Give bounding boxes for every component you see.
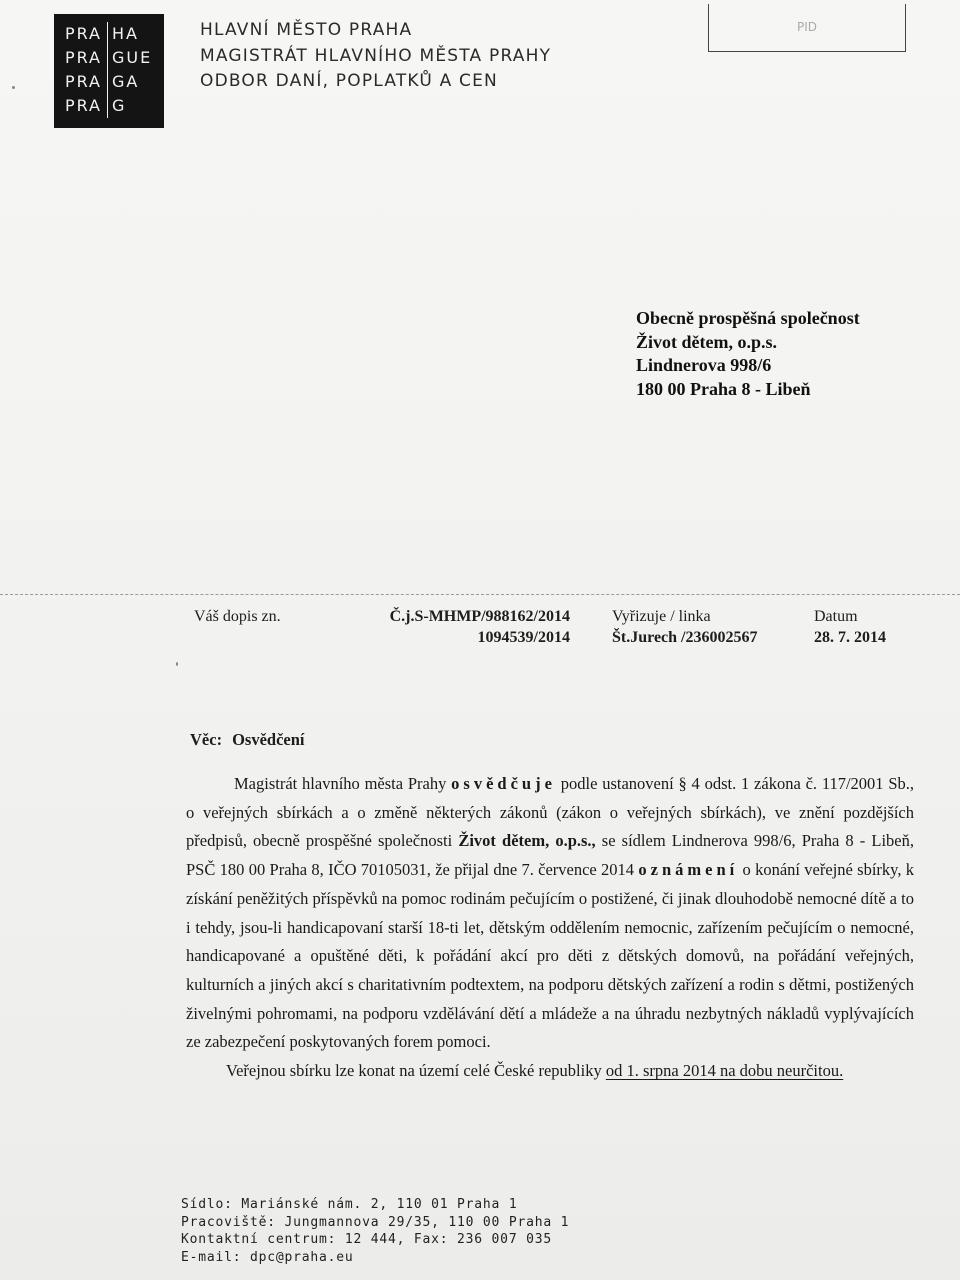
logo-text: HA	[112, 24, 139, 43]
recipient-line: 180 00 Praha 8 - Libeň	[636, 378, 811, 399]
letterhead	[200, 18, 551, 95]
prague-logo	[54, 14, 164, 128]
recipient-address	[636, 307, 860, 401]
subject-label: Věc:	[190, 730, 223, 749]
handler-label: Vyřizuje / linka	[612, 608, 711, 625]
letterhead-department: ODBOR DANÍ, POPLATKŮ A CEN	[200, 71, 498, 91]
reference-number	[368, 606, 570, 648]
logo-text: GA	[112, 72, 140, 91]
recipient-line: Obecně prospěšná společnost	[636, 308, 860, 328]
body-text: o konání veřejné sbírky, k získání peněžitých příspěvků na pomoc rodinám pečujícím o postižené, či jinak dlouhodobě nemocné dítě a to i tehdy, jsou-li handicapovaní starší 18-ti let, dětským oddělením nemocnic, zařízením pečujícím o nemocné, handicapované a opuštěné děti, k pořádání akcí pro děti z dětských domovů, na pořádání veřejných, kulturních a jiných akcí s charitativním podtextem, na podporu dětských zařízení a rodin s dětmi, postižených živelnými pohromami, na podporu vzdělávání dětí a mládeže a na úhradu nezbytných nákladů vyplývajících ze zabezpečení poskytovaných forem pomoci.	[186, 860, 915, 1052]
body-text: se sídlem Lindnerova 998/6, Praha 8 - Libeň, PSČ 180 00 Praha 8, IČO 70105031, že přijal dne 7. července 2014	[186, 831, 914, 880]
body-text: podle ustanovení § 4 odst. 1 zákona č. 117/2001 Sb., o veřejných sbírkách a o změně některých zákonů (zákon o veřejných sbírkách), ve znění pozdějších předpisů, obecně prospěšné společnosti	[186, 774, 915, 851]
paper-speck	[12, 86, 15, 89]
footer-phone: Kontaktní centrum: 12 444, Fax: 236 007 035	[181, 1232, 552, 1247]
handler-ref	[612, 606, 757, 648]
body-paragraph	[186, 770, 914, 1057]
logo-text: PRA	[54, 94, 108, 118]
collection-period: od 1. srpna 2014 na dobu neurčitou.	[605, 1061, 844, 1081]
your-letter-label: Váš dopis zn.	[194, 608, 281, 625]
organization-name: Život dětem, o.p.s.,	[458, 831, 596, 851]
footer-contact	[181, 1196, 569, 1266]
letterhead-city: HLAVNÍ MĚSTO PRAHA	[200, 20, 413, 40]
paper-speck	[176, 662, 178, 666]
your-letter-ref	[194, 606, 281, 627]
recipient-line: Lindnerova 998/6	[636, 355, 772, 375]
footer-email: E-mail: dpc@praha.eu	[181, 1249, 354, 1265]
stamp-box	[708, 4, 906, 52]
recipient-line: Život dětem, o.p.s.	[636, 331, 777, 352]
footer-address: Sídlo: Mariánské nám. 2, 110 01 Praha 1	[181, 1197, 518, 1212]
reference-number-line: Č.j.S-MHMP/988162/2014	[389, 608, 570, 625]
stamp-text: PID	[797, 20, 818, 34]
logo-text: G	[112, 96, 127, 115]
date-value: 28. 7. 2014	[814, 629, 886, 646]
handler-value: Št.Jurech /236002567	[612, 629, 758, 646]
footer-workplace: Pracoviště: Jungmannova 29/35, 110 00 Praha 1	[181, 1214, 570, 1230]
letter-body	[186, 770, 914, 1086]
body-text: Magistrát hlavního města Prahy	[234, 774, 447, 793]
body-emphasis: osvědčuje	[451, 774, 556, 793]
body-emphasis: oznámení	[638, 860, 739, 880]
body-paragraph	[186, 1057, 914, 1086]
logo-text: PRA	[54, 22, 108, 46]
date-ref	[814, 606, 886, 648]
subject-line	[190, 730, 304, 750]
reference-number-line: 1094539/2014	[477, 629, 570, 646]
body-text: Veřejnou sbírku lze konat na území celé České republiky	[226, 1061, 602, 1081]
fold-line	[0, 594, 960, 595]
logo-text: PRA	[54, 70, 108, 94]
date-label: Datum	[814, 608, 858, 625]
letterhead-office: MAGISTRÁT HLAVNÍHO MĚSTA PRAHY	[200, 45, 552, 66]
logo-text: PRA	[54, 46, 108, 70]
subject-value: Osvědčení	[232, 730, 305, 749]
logo-text: GUE	[112, 48, 153, 67]
